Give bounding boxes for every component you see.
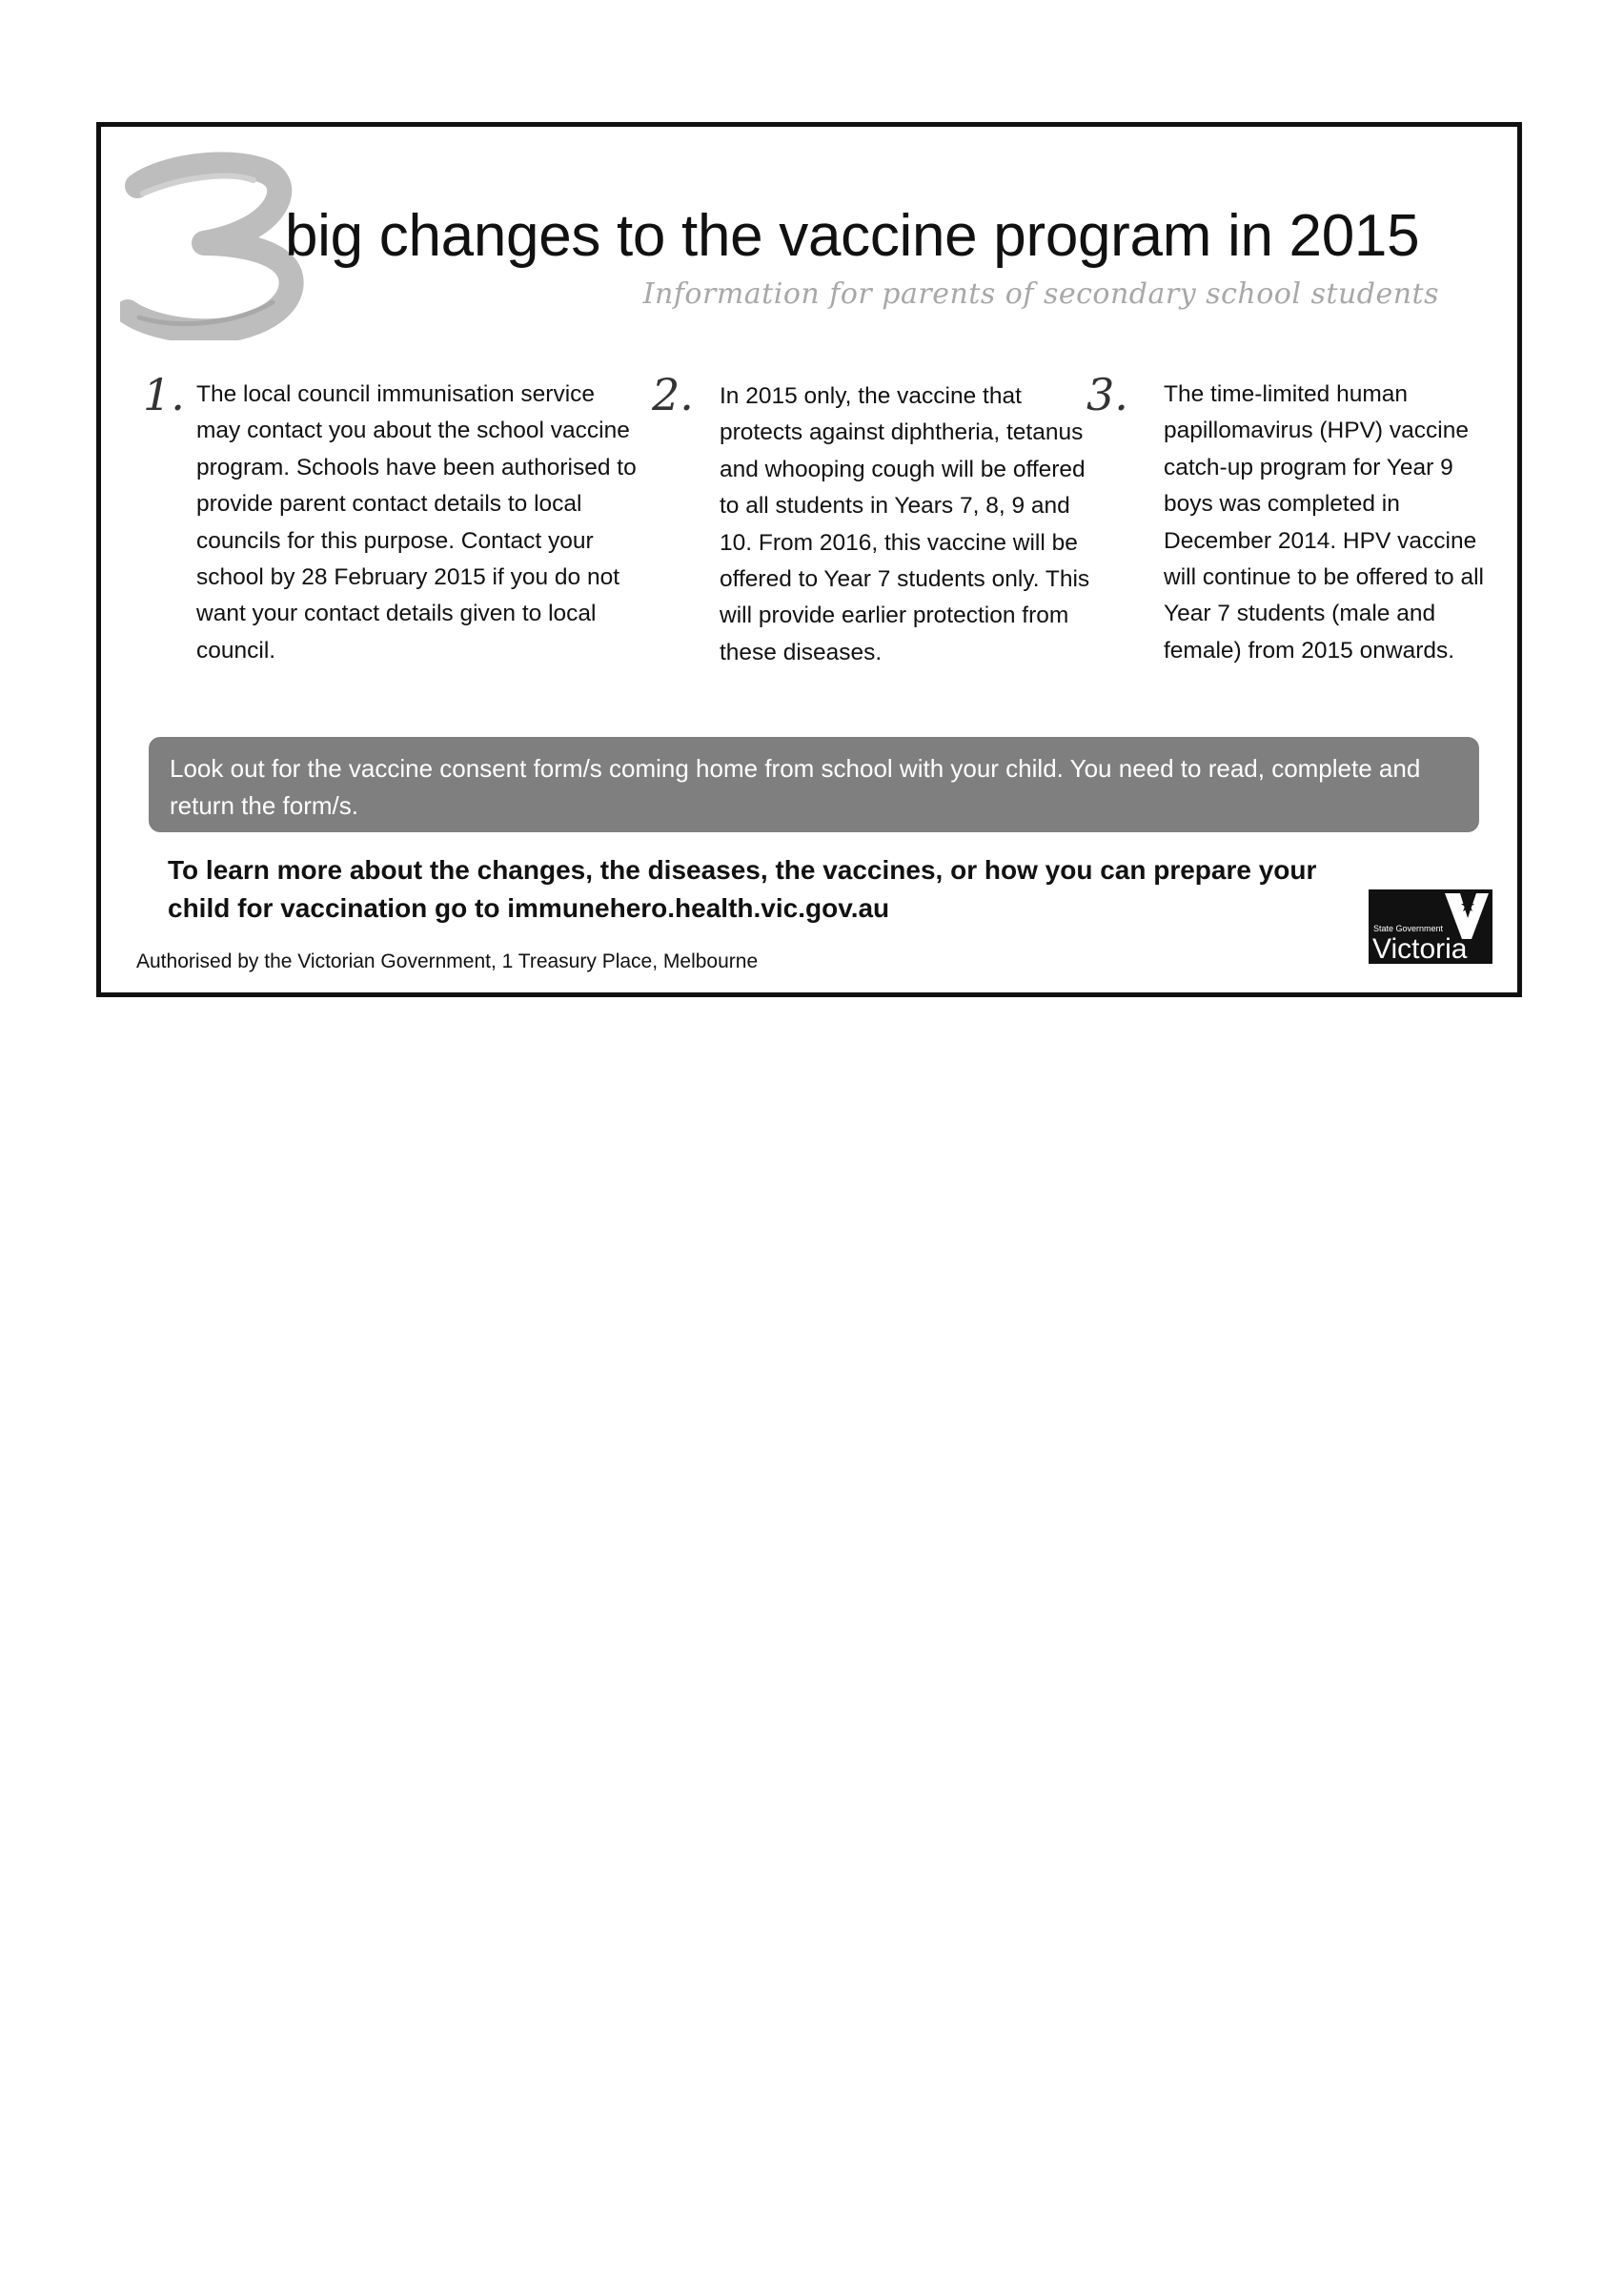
victoria-logo-graphic (1369, 889, 1492, 964)
consent-form-notice (149, 737, 1479, 832)
flyer-title: big changes to the vaccine program in 2015 (285, 203, 1420, 269)
logo-small-text: State Government (1373, 924, 1444, 933)
logo-text: Victoria (1372, 933, 1468, 964)
victoria-government-logo (1369, 889, 1492, 964)
learn-more-text: To learn more about the changes, the diseases, the vaccines, or how you can prepare your child for vaccination go to immunehero.health.vic.gov.au (168, 855, 1317, 923)
flyer-subtitle: Information for parents of secondary school students (642, 277, 1439, 311)
column-3-text: The time-limited human papillomavirus (HPV) vaccine catch-up program for Year 9 boys was completed in December 2014. HPV vaccine will continue to be offered to all Year 7 students (male and female) from 2015 onwards. (1164, 381, 1484, 664)
vaccine-flyer (96, 122, 1522, 997)
column-1-text: The local council immunisation service may contact you about the school vaccine program. Schools have been authorised to provide parent contact details to local councils for this purpose. Contact your school by 28 February 2015 if you do not want your contact details given to local council. (196, 381, 637, 664)
big-number-three (120, 150, 311, 340)
column-1-number: 1. (143, 369, 185, 420)
column-2-number: 2. (652, 369, 694, 420)
column-3-number: 3. (1086, 369, 1128, 420)
column-2-text: In 2015 only, the vaccine that protects against diphtheria, tetanus and whooping cough will be offered to all students in Years 7, 8, 9 and 10. From 2016, this vaccine will be offered to Year 7 students only. This will provide earlier protection from these diseases. (720, 383, 1090, 665)
brush-three-graphic (120, 150, 311, 340)
authorised-statement: Authorised by the Victorian Government, 1 Treasury Place, Melbourne (136, 950, 759, 972)
notice-text: Look out for the vaccine consent form/s coming home from school with your child. You need to read, complete and return the form/s. (170, 754, 1421, 820)
